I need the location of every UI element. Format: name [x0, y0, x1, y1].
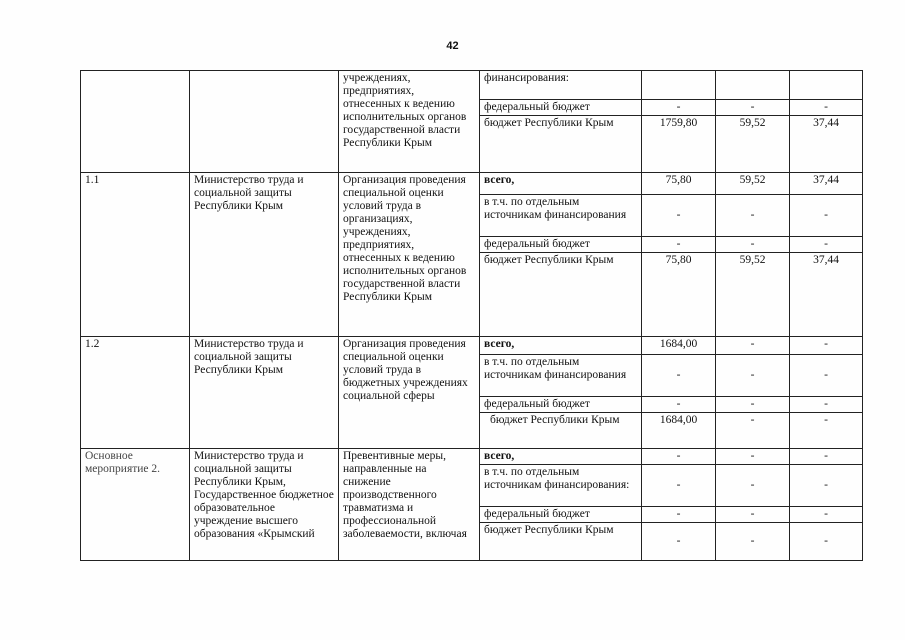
- executor-cell: [190, 71, 339, 173]
- value-cell: -: [642, 507, 716, 523]
- value-cell: -: [716, 413, 790, 449]
- value-cell: -: [790, 397, 863, 413]
- value-cell: -: [790, 507, 863, 523]
- value-cell: [716, 71, 790, 100]
- value-cell: 1759,80: [642, 116, 716, 173]
- value-cell: 75,80: [642, 173, 716, 195]
- table-row: [81, 449, 863, 465]
- value-cell: -: [790, 195, 863, 237]
- source-label: всего,: [480, 337, 642, 355]
- source-label: в т.ч. по отдельным источникам финансирования:: [480, 465, 642, 507]
- value-cell: -: [716, 100, 790, 116]
- value-cell: -: [642, 355, 716, 397]
- value-cell: -: [790, 413, 863, 449]
- code-cell: Основное мероприятие 2.: [81, 449, 190, 561]
- value-cell: -: [790, 100, 863, 116]
- source-label: федеральный бюджет: [480, 237, 642, 253]
- table-row: [81, 337, 863, 355]
- value-cell: -: [642, 195, 716, 237]
- value-cell: -: [790, 523, 863, 561]
- code-cell: 1.2: [81, 337, 190, 449]
- source-label: в т.ч. по отдельным источникам финансирования: [480, 355, 642, 397]
- value-cell: -: [790, 465, 863, 507]
- value-cell: 59,52: [716, 253, 790, 337]
- table-row: [81, 71, 863, 100]
- measure-cell: Организация проведения специальной оценки условий труда в бюджетных учреждениях социальной сферы: [339, 337, 480, 449]
- executor-cell: Министерство труда и социальной защиты Республики Крым: [190, 337, 339, 449]
- value-cell: -: [790, 337, 863, 355]
- source-label: федеральный бюджет: [480, 507, 642, 523]
- table-row: [81, 173, 863, 195]
- value-cell: -: [790, 449, 863, 465]
- value-cell: 1684,00: [642, 413, 716, 449]
- financing-table: [80, 70, 863, 561]
- executor-cell: Министерство труда и социальной защиты Республики Крым, Государственное бюджетное образовательное учреждение высшего образования «Крымский: [190, 449, 339, 561]
- source-label: федеральный бюджет: [480, 100, 642, 116]
- value-cell: -: [790, 355, 863, 397]
- value-cell: [790, 71, 863, 100]
- source-label: бюджет Республики Крым: [480, 523, 642, 561]
- value-cell: -: [790, 237, 863, 253]
- value-cell: 59,52: [716, 116, 790, 173]
- value-cell: -: [716, 337, 790, 355]
- value-cell: -: [716, 355, 790, 397]
- value-cell: -: [716, 465, 790, 507]
- measure-cell: Превентивные меры, направленные на снижение производственного травматизма и профессиональной заболеваемости, включая: [339, 449, 480, 561]
- value-cell: 1684,00: [642, 337, 716, 355]
- value-cell: -: [716, 397, 790, 413]
- value-cell: -: [642, 237, 716, 253]
- value-cell: 37,44: [790, 253, 863, 337]
- source-label: всего,: [480, 449, 642, 465]
- source-label: в т.ч. по отдельным источникам финансирования: [480, 195, 642, 237]
- source-label: финансирования:: [480, 71, 642, 100]
- value-cell: 37,44: [790, 173, 863, 195]
- value-cell: -: [716, 507, 790, 523]
- value-cell: -: [716, 523, 790, 561]
- value-cell: -: [642, 397, 716, 413]
- measure-cell: учреждениях, предприятиях, отнесенных к ведению исполнительных органов государственной власти Республики Крым: [339, 71, 480, 173]
- source-label: всего,: [480, 173, 642, 195]
- value-cell: [642, 71, 716, 100]
- value-cell: 75,80: [642, 253, 716, 337]
- source-label: бюджет Республики Крым: [480, 413, 642, 449]
- value-cell: -: [716, 237, 790, 253]
- source-label: бюджет Республики Крым: [480, 116, 642, 173]
- value-cell: -: [642, 449, 716, 465]
- value-cell: 37,44: [790, 116, 863, 173]
- source-label: бюджет Республики Крым: [480, 253, 642, 337]
- measure-cell: Организация проведения специальной оценки условий труда в организациях, учреждениях, предприятиях, отнесенных к ведению исполнительных органов государственной власти Республики Крым: [339, 173, 480, 337]
- value-cell: -: [716, 449, 790, 465]
- value-cell: -: [642, 523, 716, 561]
- code-cell: 1.1: [81, 173, 190, 337]
- value-cell: 59,52: [716, 173, 790, 195]
- code-cell: [81, 71, 190, 173]
- page-number: 42: [446, 40, 459, 52]
- source-label: федеральный бюджет: [480, 397, 642, 413]
- value-cell: -: [642, 100, 716, 116]
- value-cell: -: [716, 195, 790, 237]
- executor-cell: Министерство труда и социальной защиты Республики Крым: [190, 173, 339, 337]
- value-cell: -: [642, 465, 716, 507]
